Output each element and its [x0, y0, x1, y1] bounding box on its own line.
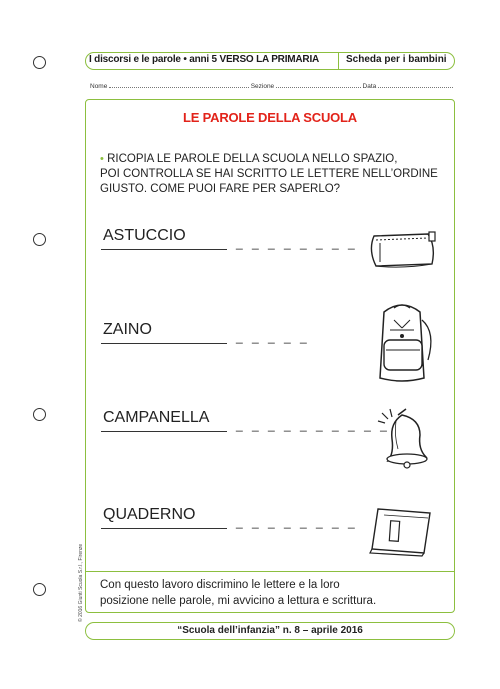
- section-field[interactable]: [276, 83, 361, 88]
- word-underline: [101, 343, 227, 344]
- learning-note: [100, 577, 450, 609]
- instruction-text: [100, 152, 450, 197]
- write-space-campanella[interactable]: _ _ _ _ _ _ _ _ _ _: [236, 418, 390, 432]
- backpack-icon: [362, 300, 442, 386]
- write-space-zaino[interactable]: _ _ _ _ _: [236, 330, 310, 344]
- write-space-quaderno[interactable]: _ _ _ _ _ _ _ _: [236, 515, 358, 529]
- word-underline: [101, 249, 227, 250]
- word-underline: [101, 528, 227, 529]
- section-label: Sezione: [250, 83, 275, 90]
- header-topic: I discorsi e le parole • anni 5 VERSO LA PRIMARIA: [89, 54, 320, 65]
- copyright-note: © 2016 Giunti Scuola S.r.l., Firenze: [78, 543, 84, 622]
- word-quaderno: QUADERNO: [103, 506, 196, 523]
- page-title: LE PAROLE DELLA SCUOLA: [183, 110, 357, 125]
- binder-hole-2: [33, 233, 46, 246]
- binder-hole-3: [33, 408, 46, 421]
- header-sheet-label: Scheda per i bambini: [346, 54, 447, 65]
- name-label: Nome: [90, 83, 108, 90]
- bell-icon: [372, 405, 442, 473]
- date-field[interactable]: [378, 83, 453, 88]
- pencil-case-icon: [366, 226, 440, 270]
- header-divider: [338, 52, 339, 70]
- instruction-line-3: GIUSTO. COME PUOI FARE PER SAPERLO?: [100, 183, 341, 195]
- bullet-icon: •: [100, 153, 104, 165]
- word-astuccio: ASTUCCIO: [103, 227, 186, 244]
- learning-note-line-1: Con questo lavoro discrimino le lettere e la loro: [100, 579, 340, 591]
- instruction-line-1: RICOPIA LE PAROLE DELLA SCUOLA NELLO SPAZIO,: [107, 153, 398, 165]
- date-label: Data: [362, 83, 377, 90]
- write-space-astuccio[interactable]: _ _ _ _ _ _ _ _: [236, 236, 358, 250]
- name-field[interactable]: [109, 83, 249, 88]
- binder-hole-4: [33, 583, 46, 596]
- word-zaino: ZAINO: [103, 321, 152, 338]
- instruction-line-2: POI CONTROLLA SE HAI SCRITTO LE LETTERE NELL’ORDINE: [100, 168, 438, 180]
- word-campanella: CAMPANELLA: [103, 409, 210, 426]
- word-underline: [101, 431, 227, 432]
- notebook-icon: [364, 505, 440, 557]
- footer-citation: “Scuola dell’infanzia” n. 8 – aprile 2016: [85, 622, 455, 640]
- student-fields: [90, 83, 450, 90]
- learning-note-line-2: posizione nelle parole, mi avvicino a lettura e scrittura.: [100, 595, 377, 607]
- binder-hole-1: [33, 56, 46, 69]
